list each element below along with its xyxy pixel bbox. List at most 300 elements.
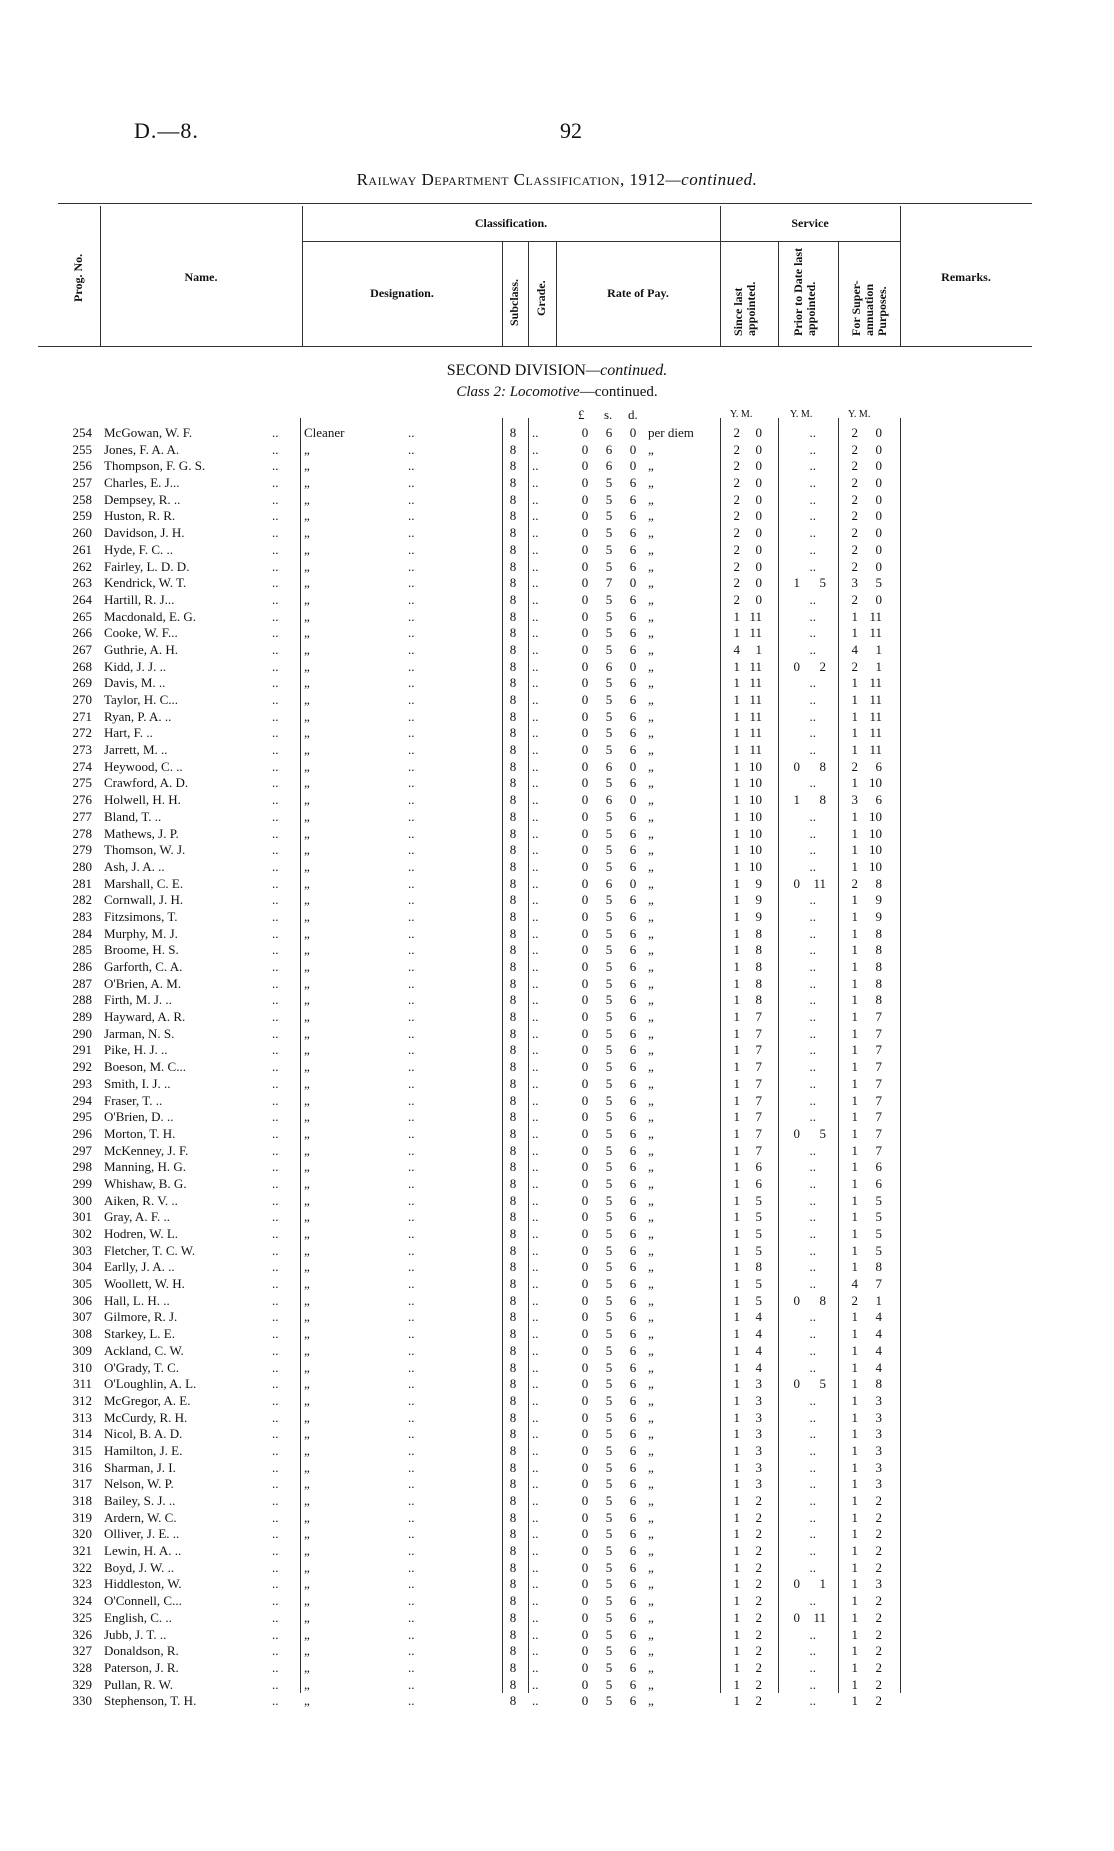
leader-dots: .. [532, 1609, 539, 1625]
since-years: 1 [733, 792, 740, 808]
super-years: 1 [851, 959, 858, 974]
subclass: 8 [509, 692, 517, 707]
rate-shillings: 5 [605, 625, 613, 641]
prog-no: 261 [72, 541, 92, 557]
table-row [0, 759, 1114, 776]
rate-unit: „ [648, 1075, 654, 1091]
super-years: 1 [851, 892, 858, 908]
employee-name: Hall, L. H. .. [104, 1292, 170, 1308]
leader-dots: .. [408, 1292, 415, 1308]
designation: „ [304, 608, 310, 624]
leader-dots: .. [272, 575, 279, 591]
leader-dots: .. [532, 758, 539, 774]
rate-shillings: 5 [605, 1159, 613, 1175]
leader-dots: .. [272, 441, 279, 457]
table-row [0, 575, 1114, 592]
since-years: 1 [733, 1359, 740, 1375]
rate-pounds: 0 [581, 708, 589, 724]
table-row [0, 1109, 1114, 1126]
super-months: 5 [875, 575, 882, 591]
rate-shillings: 5 [605, 1559, 613, 1575]
rate-shillings: 5 [605, 1426, 613, 1442]
rate-shillings: 5 [605, 775, 613, 791]
rate-pence: 6 [629, 491, 637, 507]
designation: „ [304, 1409, 310, 1425]
rate-pence: 6 [629, 1075, 637, 1091]
rate-unit: „ [648, 1426, 654, 1442]
rate-shillings: 5 [605, 1509, 613, 1525]
rate-pounds: 0 [581, 1009, 589, 1025]
employee-name: Garforth, C. A. [104, 959, 183, 974]
leader-dots: .. [408, 1392, 415, 1408]
designation: „ [304, 1426, 310, 1442]
prog-no: 295 [72, 1109, 92, 1125]
rate-pence: 6 [629, 959, 637, 974]
since-months: 10 [749, 825, 762, 841]
rate-pounds: 0 [581, 1543, 589, 1559]
leader-dots: .. [809, 1025, 816, 1041]
leader-dots: .. [408, 1025, 415, 1041]
super-years: 2 [851, 591, 858, 607]
rate-unit: „ [648, 1693, 654, 1709]
since-months: 0 [755, 475, 762, 491]
class-label: Class 2: [456, 384, 506, 400]
rate-pence: 6 [629, 675, 637, 691]
prog-no: 330 [72, 1693, 92, 1709]
super-months: 2 [875, 1526, 882, 1542]
designation: „ [304, 1559, 310, 1575]
rate-shillings: 5 [605, 825, 613, 841]
leader-dots: .. [272, 775, 279, 791]
super-years: 1 [851, 1092, 858, 1108]
leader-dots: .. [272, 892, 279, 908]
super-years: 2 [851, 508, 858, 524]
leader-dots: .. [809, 1326, 816, 1342]
rate-pence: 6 [629, 1693, 637, 1709]
rate-pence: 6 [629, 1509, 637, 1525]
page-number: 92 [560, 118, 582, 143]
super-months: 8 [875, 925, 882, 941]
table-row [0, 1576, 1114, 1593]
rate-shillings: 5 [605, 908, 613, 924]
prog-no: 270 [72, 692, 92, 707]
employee-name: Nelson, W. P. [104, 1476, 174, 1492]
super-years: 1 [851, 1175, 858, 1191]
employee-name: Whishaw, B. G. [104, 1175, 187, 1191]
rate-pounds: 0 [581, 692, 589, 707]
subclass: 8 [509, 575, 517, 591]
subclass: 8 [509, 1025, 517, 1041]
designation: „ [304, 1025, 310, 1041]
leader-dots: .. [532, 1192, 539, 1208]
leader-dots: .. [532, 858, 539, 874]
super-years: 4 [851, 1276, 858, 1292]
since-years: 1 [733, 775, 740, 791]
rate-shillings: 5 [605, 1292, 613, 1308]
subclass: 8 [509, 1476, 517, 1492]
leader-dots: .. [408, 1676, 415, 1692]
rate-pounds: 0 [581, 1426, 589, 1442]
leader-dots: .. [809, 1009, 816, 1025]
subclass: 8 [509, 1059, 517, 1075]
leader-dots: .. [408, 1209, 415, 1225]
employee-name: Guthrie, A. H. [104, 641, 179, 657]
super-years: 1 [851, 1125, 858, 1141]
since-years: 1 [733, 1259, 740, 1275]
super-years: 1 [851, 1643, 858, 1659]
super-months: 0 [875, 508, 882, 524]
leader-dots: .. [809, 1109, 816, 1125]
super-years: 1 [851, 1576, 858, 1592]
prog-no: 301 [72, 1209, 92, 1225]
leader-dots: .. [532, 875, 539, 891]
rate-shillings: 5 [605, 1676, 613, 1692]
table-row [0, 1476, 1114, 1493]
rate-unit: „ [648, 1576, 654, 1592]
super-years: 1 [851, 1059, 858, 1075]
since-months: 2 [755, 1543, 762, 1559]
rate-unit: „ [648, 1476, 654, 1492]
rate-unit: „ [648, 491, 654, 507]
rate-pounds: 0 [581, 892, 589, 908]
since-years: 2 [733, 508, 740, 524]
employee-name: Kendrick, W. T. [104, 575, 187, 591]
table-row [0, 559, 1114, 576]
rate-shillings: 5 [605, 1242, 613, 1258]
prog-no: 273 [72, 742, 92, 758]
rate-unit: „ [648, 1009, 654, 1025]
since-years: 1 [733, 1493, 740, 1508]
designation: „ [304, 908, 310, 924]
rate-unit: „ [648, 1459, 654, 1475]
super-years: 1 [851, 1326, 858, 1342]
designation: „ [304, 1075, 310, 1091]
prog-no: 310 [72, 1359, 92, 1375]
rate-shillings: 5 [605, 1209, 613, 1225]
since-years: 1 [733, 1659, 740, 1675]
employee-name: O'Connell, C... [104, 1593, 182, 1609]
classification-header: Classification. [474, 216, 548, 230]
rate-pence: 6 [629, 541, 637, 557]
rate-unit: „ [648, 1643, 654, 1659]
rate-pounds: 0 [581, 625, 589, 641]
table-row [0, 625, 1114, 642]
super-years: 1 [851, 808, 858, 824]
rate-pence: 6 [629, 1242, 637, 1258]
leader-dots: .. [272, 908, 279, 924]
leader-dots: .. [408, 625, 415, 641]
leader-dots: .. [408, 725, 415, 741]
super-months: 6 [875, 1175, 882, 1191]
since-months: 3 [755, 1442, 762, 1458]
employee-name: Kidd, J. J. .. [104, 658, 167, 674]
employee-name: McCurdy, R. H. [104, 1409, 188, 1425]
rate-unit: „ [648, 742, 654, 758]
designation: „ [304, 758, 310, 774]
super-months: 8 [875, 975, 882, 991]
page-title [0, 170, 1114, 190]
leader-dots: .. [809, 975, 816, 991]
rate-pence: 6 [629, 708, 637, 724]
since-years: 1 [733, 1276, 740, 1292]
since-years: 1 [733, 925, 740, 941]
leader-dots: .. [809, 1192, 816, 1208]
designation: „ [304, 825, 310, 841]
super-years: 2 [851, 525, 858, 541]
leader-dots: .. [809, 908, 816, 924]
subclass: 8 [509, 1609, 517, 1625]
rate-pence: 6 [629, 808, 637, 824]
subclass: 8 [509, 892, 517, 908]
leader-dots: .. [532, 1493, 539, 1508]
prior-months: 8 [819, 758, 826, 774]
rate-pounds: 0 [581, 875, 589, 891]
prog-no: 277 [72, 808, 92, 824]
super-months: 0 [875, 425, 882, 440]
rate-unit: „ [648, 1509, 654, 1525]
prog-no: 280 [72, 858, 92, 874]
super-years: 1 [851, 1226, 858, 1241]
prog-no: 288 [72, 992, 92, 1008]
super-months: 1 [875, 1292, 882, 1308]
table-row [0, 1460, 1114, 1477]
pence-unit: d. [628, 407, 638, 422]
designation: „ [304, 1593, 310, 1609]
prog-no: 279 [72, 842, 92, 858]
designation: „ [304, 1159, 310, 1175]
prog-no: 321 [72, 1543, 92, 1559]
prog-no: 307 [72, 1309, 92, 1325]
designation: „ [304, 658, 310, 674]
leader-dots: .. [809, 525, 816, 541]
rate-pounds: 0 [581, 1276, 589, 1292]
leader-dots: .. [532, 1059, 539, 1075]
rate-pence: 6 [629, 1326, 637, 1342]
leader-dots: .. [272, 875, 279, 891]
designation: „ [304, 1626, 310, 1642]
designation: „ [304, 558, 310, 574]
rate-pence: 0 [629, 658, 637, 674]
since-months: 8 [755, 975, 762, 991]
title-suffix: —continued. [665, 170, 758, 189]
leader-dots: .. [408, 1526, 415, 1542]
rate-unit: „ [648, 1209, 654, 1225]
prog-no: 284 [72, 925, 92, 941]
leader-dots: .. [272, 1326, 279, 1342]
leader-dots: .. [532, 992, 539, 1008]
leader-dots: .. [532, 1626, 539, 1642]
leader-dots: .. [532, 775, 539, 791]
rate-pence: 6 [629, 1059, 637, 1075]
rate-pounds: 0 [581, 1059, 589, 1075]
super-years: 1 [851, 1493, 858, 1508]
super-months: 3 [875, 1576, 882, 1592]
since-months: 2 [755, 1643, 762, 1659]
since-months: 2 [755, 1493, 762, 1508]
leader-dots: .. [272, 625, 279, 641]
leader-dots: .. [408, 1276, 415, 1292]
since-unit: Y. M. [730, 409, 753, 420]
prior-to-header: Prior to Date last appointed. [791, 247, 818, 336]
super-years: 2 [851, 475, 858, 491]
leader-dots: .. [532, 1359, 539, 1375]
leader-dots: .. [532, 1576, 539, 1592]
designation: „ [304, 1526, 310, 1542]
employee-name: Pike, H. J. .. [104, 1042, 168, 1058]
leader-dots: .. [408, 1042, 415, 1058]
super-months: 10 [869, 842, 882, 858]
rate-unit: „ [648, 591, 654, 607]
employee-name: Paterson, J. R. [104, 1659, 179, 1675]
table-row [0, 659, 1114, 676]
table-row [0, 1660, 1114, 1677]
table-row [0, 425, 1114, 442]
table-row [0, 876, 1114, 893]
section-heading [0, 362, 1114, 380]
employee-name: Fairley, L. D. D. [104, 558, 190, 574]
subclass: 8 [509, 1175, 517, 1191]
leader-dots: .. [532, 658, 539, 674]
rate-shillings: 5 [605, 491, 613, 507]
leader-dots: .. [809, 942, 816, 958]
leader-dots: .. [408, 1626, 415, 1642]
prior-years: 1 [793, 575, 800, 591]
leader-dots: .. [272, 742, 279, 758]
since-years: 1 [733, 825, 740, 841]
super-months: 5 [875, 1242, 882, 1258]
rate-unit: „ [648, 875, 654, 891]
since-years: 1 [733, 1476, 740, 1492]
super-years: 1 [851, 1359, 858, 1375]
leader-dots: .. [532, 1342, 539, 1358]
subclass: 8 [509, 758, 517, 774]
designation: „ [304, 1242, 310, 1258]
super-months: 7 [875, 1092, 882, 1108]
leader-dots: .. [809, 491, 816, 507]
rate-shillings: 5 [605, 1192, 613, 1208]
super-years: 1 [851, 1392, 858, 1408]
employee-name: Boeson, M. C... [104, 1059, 186, 1075]
rate-pence: 6 [629, 1359, 637, 1375]
rate-pence: 6 [629, 1259, 637, 1275]
designation: „ [304, 708, 310, 724]
employee-name: English, C. .. [104, 1609, 172, 1625]
leader-dots: .. [809, 959, 816, 974]
super-years: 1 [851, 1476, 858, 1492]
since-years: 1 [733, 875, 740, 891]
rate-unit: „ [648, 708, 654, 724]
employee-name: Jubb, J. T. .. [104, 1626, 167, 1642]
rate-pence: 6 [629, 1292, 637, 1308]
employee-name: Ash, J. A. .. [104, 858, 165, 874]
leader-dots: .. [809, 1526, 816, 1542]
leader-dots: .. [532, 725, 539, 741]
table-row [0, 1610, 1114, 1627]
rate-shillings: 5 [605, 975, 613, 991]
leader-dots: .. [532, 825, 539, 841]
employee-name: Huston, R. R. [104, 508, 176, 524]
table-row [0, 1209, 1114, 1226]
title-main: Railway Department Classification, 1912 [356, 170, 666, 189]
subclass: 8 [509, 1125, 517, 1141]
subclass: 8 [509, 908, 517, 924]
rate-unit: „ [648, 975, 654, 991]
leader-dots: .. [809, 508, 816, 524]
leader-dots: .. [272, 1209, 279, 1225]
col-rule [778, 242, 779, 346]
leader-dots: .. [408, 1159, 415, 1175]
leader-dots: .. [532, 1125, 539, 1141]
table-row [0, 1326, 1114, 1343]
leader-dots: .. [408, 1593, 415, 1609]
col-rule [838, 242, 839, 346]
employee-name: Bailey, S. J. .. [104, 1493, 176, 1508]
super-years: 1 [851, 1659, 858, 1675]
super-years: 2 [851, 875, 858, 891]
rate-unit: „ [648, 1659, 654, 1675]
designation: „ [304, 1359, 310, 1375]
leader-dots: .. [408, 1693, 415, 1709]
super-years: 1 [851, 1042, 858, 1058]
prog-no: 285 [72, 942, 92, 958]
subclass: 8 [509, 1075, 517, 1091]
super-months: 7 [875, 1276, 882, 1292]
rate-shillings: 5 [605, 692, 613, 707]
prog-no: 298 [72, 1159, 92, 1175]
designation: „ [304, 1276, 310, 1292]
subclass: 8 [509, 1159, 517, 1175]
since-years: 1 [733, 658, 740, 674]
leader-dots: .. [408, 491, 415, 507]
super-months: 7 [875, 1109, 882, 1125]
designation: „ [304, 1142, 310, 1158]
rate-shillings: 5 [605, 1359, 613, 1375]
leader-dots: .. [532, 1543, 539, 1559]
subclass: 8 [509, 508, 517, 524]
super-months: 2 [875, 1509, 882, 1525]
table-row [0, 1593, 1114, 1610]
super-months: 11 [869, 708, 882, 724]
col-rule [502, 242, 503, 346]
table-row [0, 959, 1114, 976]
table-row [0, 775, 1114, 792]
rate-pounds: 0 [581, 1659, 589, 1675]
prog-no: 315 [72, 1442, 92, 1458]
designation: „ [304, 1693, 310, 1709]
leader-dots: .. [532, 925, 539, 941]
super-years: 1 [851, 775, 858, 791]
table-row [0, 1059, 1114, 1076]
designation: „ [304, 541, 310, 557]
prog-no: 268 [72, 658, 92, 674]
rate-pounds: 0 [581, 775, 589, 791]
table-row [0, 1443, 1114, 1460]
rate-unit: „ [648, 992, 654, 1008]
since-years: 1 [733, 1409, 740, 1425]
leader-dots: .. [809, 625, 816, 641]
leader-dots: .. [272, 1442, 279, 1458]
rate-pence: 6 [629, 1042, 637, 1058]
leader-dots: .. [408, 1009, 415, 1025]
prior-months: 11 [813, 1609, 826, 1625]
leader-dots: .. [809, 1559, 816, 1575]
designation: „ [304, 1259, 310, 1275]
leader-dots: .. [408, 1059, 415, 1075]
leader-dots: .. [272, 959, 279, 974]
rate-pounds: 0 [581, 425, 589, 440]
super-months: 0 [875, 525, 882, 541]
rate-shillings: 5 [605, 1476, 613, 1492]
